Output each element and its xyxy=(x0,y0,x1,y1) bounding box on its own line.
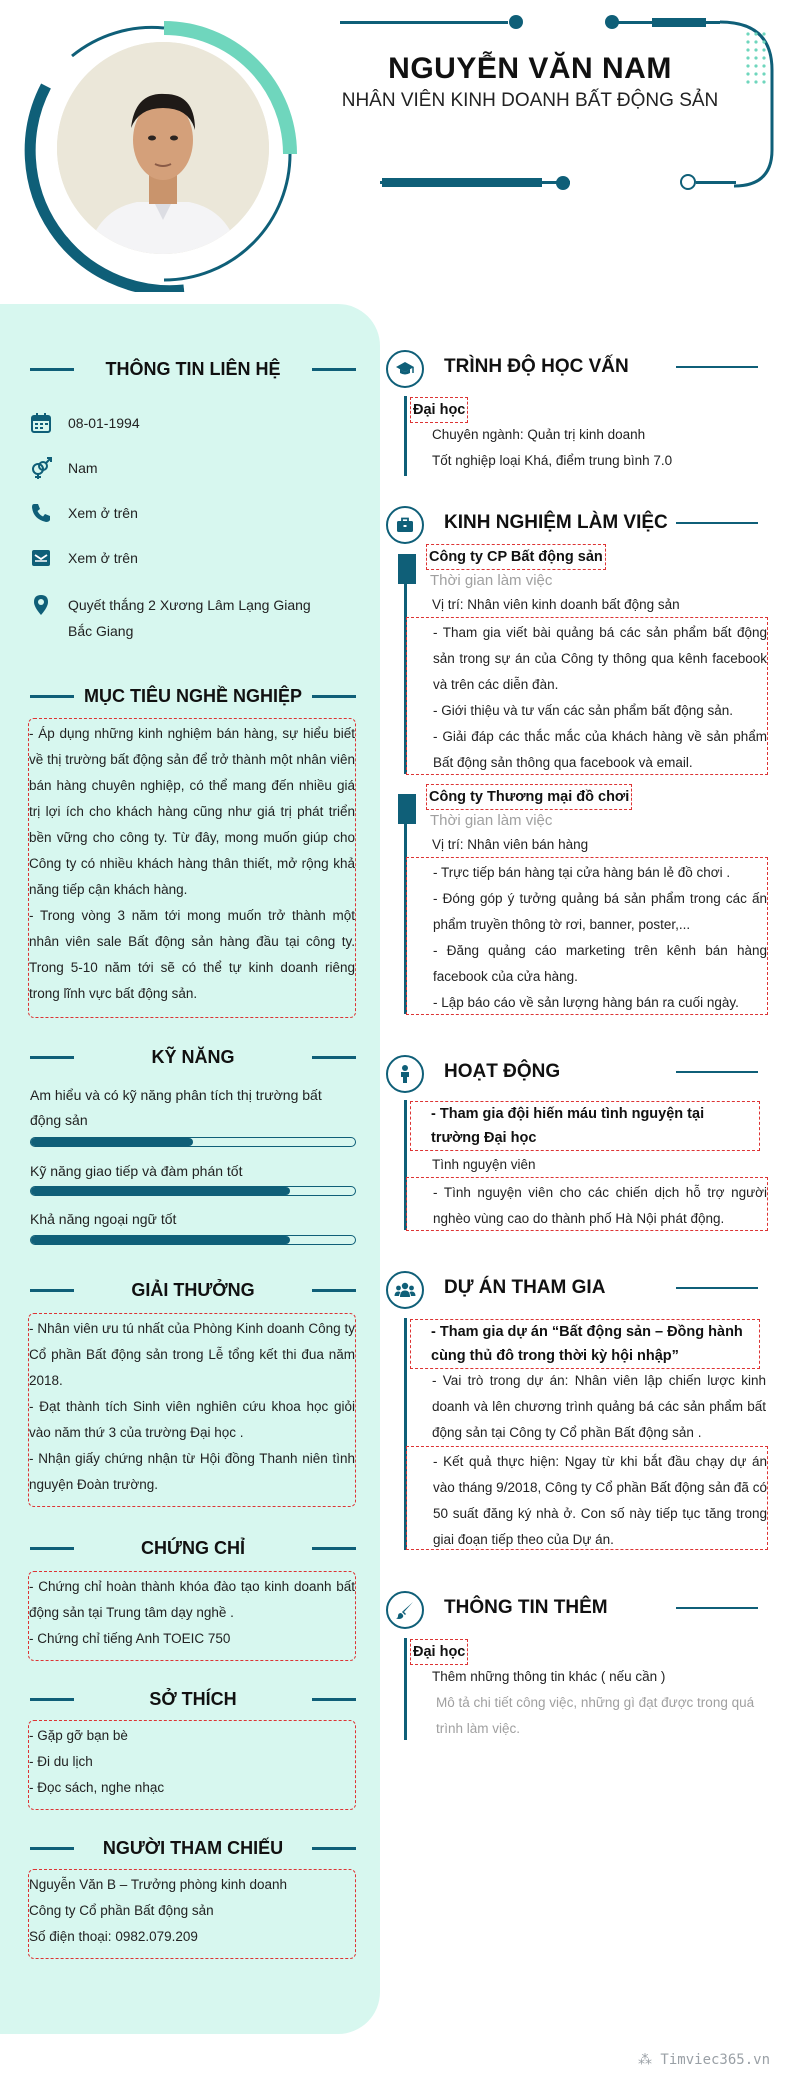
job-duty: - Tham gia viết bài quảng bá các sản phẩm bất động sản trong sự án của Công ty thông qua kênh facebook và trên các diễn đàn. xyxy=(433,625,767,692)
email-icon xyxy=(30,547,52,569)
award-item: - Đạt thành tích Sinh viên nghiên cứu khoa học giỏi vào năm thứ 3 của trường Đại học . xyxy=(29,1399,355,1440)
extra-line-1: Thêm những thông tin khác ( nếu cần ) xyxy=(432,1669,666,1684)
header-deco-bar xyxy=(382,178,542,187)
phone-icon xyxy=(30,502,52,524)
job-position: Vị trí: Nhân viên bán hàng xyxy=(432,837,589,852)
contact-phone xyxy=(30,500,360,526)
objective-paragraph-2: - Trong vòng 3 năm tới mong muốn trở thành một nhân viên sale Bất động sản hàng đầu tại công ty. Trong 5-10 năm tới sẽ có thể tự kinh doanh riêng trong lĩnh vực bất động sản. xyxy=(29,908,355,1001)
section-heading-objective: MỤC TIÊU NGHỀ NGHIỆP xyxy=(30,681,356,711)
watermark: ⁂ Timviec365.vn xyxy=(637,2052,770,2068)
award-item: - Nhận giấy chứng nhận từ Hội đồng Thanh niên tình nguyện Đoàn trường. xyxy=(29,1451,355,1492)
group-icon xyxy=(394,1280,416,1300)
contact-gender xyxy=(30,455,360,481)
skill-bar-fill xyxy=(31,1187,290,1195)
avatar xyxy=(57,42,269,254)
objective-box xyxy=(28,718,356,1018)
contact-address xyxy=(30,592,360,644)
timeline-line xyxy=(404,1638,407,1740)
job-time: Thời gian làm việc xyxy=(430,572,553,589)
certificate-item: - Chứng chỉ tiếng Anh TOEIC 750 xyxy=(29,1631,231,1646)
person-icon xyxy=(395,1064,415,1084)
address-line-1: Quyết thắng 2 Xương Lâm Lạng Giang xyxy=(68,597,311,613)
section-heading-experience: KINH NGHIỆM LÀM VIỆC xyxy=(386,506,762,546)
birthday-text: 08-01-1994 xyxy=(68,415,140,431)
project-result: - Kết quả thực hiện: Ngay từ khi bắt đầu chạy dự án vào tháng 9/2018, Công ty Cổ phần Bất động sản đã có 50 suất đăng ký nhà ở. Con số này tiếp tục tăng trong giai đoạn tiếp theo của Dự án. xyxy=(433,1454,767,1547)
address-line-2: Bắc Giang xyxy=(68,623,134,639)
skill-bar-fill xyxy=(31,1236,290,1244)
location-pin-icon xyxy=(30,594,52,616)
section-heading-reference: NGƯỜI THAM CHIẾU xyxy=(30,1833,356,1863)
job-duty: - Lập báo cáo về sản lượng hàng bán ra cuối ngày. xyxy=(433,995,739,1010)
header-deco-line xyxy=(340,21,508,24)
extra-heading: Đại học xyxy=(410,1639,468,1665)
job-duty: - Giải đáp các thắc mắc của khách hàng về sản phẩm Bất động sản thông qua facebook và email. xyxy=(433,729,767,770)
person-photo xyxy=(57,42,269,254)
skill-name: Kỹ năng giao tiếp và đàm phán tốt xyxy=(30,1163,243,1179)
extra-line-2: Mô tả chi tiết công việc, những gì đạt được trong quá trình làm việc. xyxy=(436,1695,755,1736)
activity-name: - Tham gia đội hiến máu tình nguyện tại trường Đại học xyxy=(410,1101,760,1151)
header-deco-line xyxy=(696,181,736,184)
hobby-item: - Gặp gỡ bạn bè xyxy=(29,1728,128,1743)
job-duty: - Giới thiệu và tư vấn các sản phẩm bất động sản. xyxy=(433,703,734,718)
awards-box xyxy=(28,1313,356,1507)
phone-text: Xem ở trên xyxy=(68,505,138,521)
reference-line: Số điện thoại: 0982.079.209 xyxy=(29,1929,198,1944)
project-role: - Vai trò trong dự án: Nhân viên lập chiến lược kinh doanh và lên chương trình quảng bá các sản phẩm bất động sản tại Công ty Cổ phần Bất động sản . xyxy=(432,1373,766,1440)
job-duty: - Đóng góp ý tưởng quảng bá sản phẩm trong các ấn phẩm truyền thông tờ rơi, banner, poster,... xyxy=(433,891,767,932)
job-time: Thời gian làm việc xyxy=(430,812,553,829)
objective-paragraph-1: - Áp dụng những kinh nghiệm bán hàng, sự hiểu biết về thị trường bất động sản để trở thành một nhân viên bán hàng chuyên nghiệp, có thể mang đến nhiều giá trị lợi ích cho khách hàng cũng như giá trị phát triển bền vững cho công ty. Từ đây, mong muốn giúp cho Công ty có nhiều khách hàng thân thiết, mở rộng khả năng tiếp cận khách hàng. xyxy=(29,726,355,897)
hobby-item: - Đi du lịch xyxy=(29,1754,93,1769)
section-heading-skills: KỸ NĂNG xyxy=(30,1042,356,1072)
section-heading-contact: THÔNG TIN LIÊN HỆ xyxy=(30,354,356,384)
activity-desc: - Tình nguyện viên cho các chiến dịch hỗ trợ người nghèo vùng cao do thành phố Hà Nội phát động. xyxy=(433,1185,767,1226)
certificates-box xyxy=(28,1571,356,1661)
gender-text: Nam xyxy=(68,460,98,476)
job-company: Công ty CP Bất động sản xyxy=(426,544,606,570)
skill-bar xyxy=(30,1186,356,1196)
contact-email xyxy=(30,545,360,571)
gender-icon xyxy=(30,457,52,479)
job-company: Công ty Thương mại đồ chơi xyxy=(426,784,632,810)
timeline-line xyxy=(404,396,407,476)
skill-name: Am hiểu và có kỹ năng phân tích thị trường bất động sản xyxy=(30,1087,322,1128)
reference-line: Nguyễn Văn B – Trưởng phòng kinh doanh xyxy=(29,1877,288,1892)
hobby-item: - Đọc sách, nghe nhạc xyxy=(29,1780,165,1795)
section-heading-projects: DỰ ÁN THAM GIA xyxy=(386,1271,762,1311)
header-deco-dot xyxy=(509,15,523,29)
briefcase-icon xyxy=(395,515,415,535)
hobbies-box xyxy=(28,1720,356,1810)
reference-box xyxy=(28,1869,356,1959)
candidate-name: NGUYỄN VĂN NAM xyxy=(388,52,672,85)
header-deco-dot xyxy=(605,15,619,29)
brush-icon xyxy=(395,1600,415,1620)
activity-desc-box xyxy=(406,1177,768,1231)
job-duties-box xyxy=(406,617,768,775)
header-deco-dot xyxy=(556,176,570,190)
timeline-square xyxy=(398,554,416,584)
job-duty: - Trực tiếp bán hàng tại cửa hàng bán lẻ đồ chơi . xyxy=(433,865,731,880)
project-result-box xyxy=(406,1446,768,1550)
award-item: - Nhân viên ưu tú nhất của Phòng Kinh doanh Công ty Cổ phần Bất động sản trong Lễ tổng kết thi đua năm 2018. xyxy=(29,1321,355,1388)
email-text: Xem ở trên xyxy=(68,550,138,566)
section-heading-certificates: CHỨNG CHỈ xyxy=(30,1533,356,1563)
skill-name: Khả năng ngoại ngữ tốt xyxy=(30,1211,177,1227)
job-duty: - Đăng quảng cáo marketing trên kênh bán hàng facebook của cửa hàng. xyxy=(433,943,767,984)
education-major: Chuyên ngành: Quản trị kinh doanh xyxy=(432,427,646,442)
candidate-job-title: NHÂN VIÊN KINH DOANH BẤT ĐỘNG SẢN xyxy=(341,90,719,111)
watermark-text: Timviec365.vn xyxy=(660,2052,770,2068)
skill-bar-fill xyxy=(31,1138,193,1146)
graduation-cap-icon xyxy=(395,359,415,379)
skill-bar xyxy=(30,1137,356,1147)
education-school: Đại học xyxy=(410,397,468,423)
reference-line: Công ty Cổ phần Bất động sản xyxy=(29,1903,214,1918)
timeline-square xyxy=(398,794,416,824)
education-grade: Tốt nghiệp loại Khá, điểm trung bình 7.0 xyxy=(432,453,673,468)
section-heading-hobbies: SỞ THÍCH xyxy=(30,1684,356,1714)
contact-birthday xyxy=(30,410,360,436)
job-duties-box xyxy=(406,857,768,1015)
section-heading-activities: HOẠT ĐỘNG xyxy=(386,1055,762,1095)
section-heading-extra: THÔNG TIN THÊM xyxy=(386,1591,762,1631)
skill-bar xyxy=(30,1235,356,1245)
project-name: - Tham gia dự án “Bất động sản – Đồng hành cùng thủ đô trong thời kỳ hội nhập” xyxy=(410,1319,760,1369)
job-position: Vị trí: Nhân viên kinh doanh bất động sản xyxy=(432,597,680,612)
activity-role: Tình nguyện viên xyxy=(432,1157,536,1172)
section-heading-awards: GIẢI THƯỞNG xyxy=(30,1275,356,1305)
section-heading-education: TRÌNH ĐỘ HỌC VẤN xyxy=(386,350,762,390)
certificate-item: - Chứng chỉ hoàn thành khóa đào tạo kinh doanh bất động sản tại Trung tâm dạy nghề . xyxy=(29,1579,355,1620)
calendar-icon xyxy=(30,412,52,434)
header-deco-bar xyxy=(652,18,706,27)
header-deco-ring xyxy=(680,174,696,190)
